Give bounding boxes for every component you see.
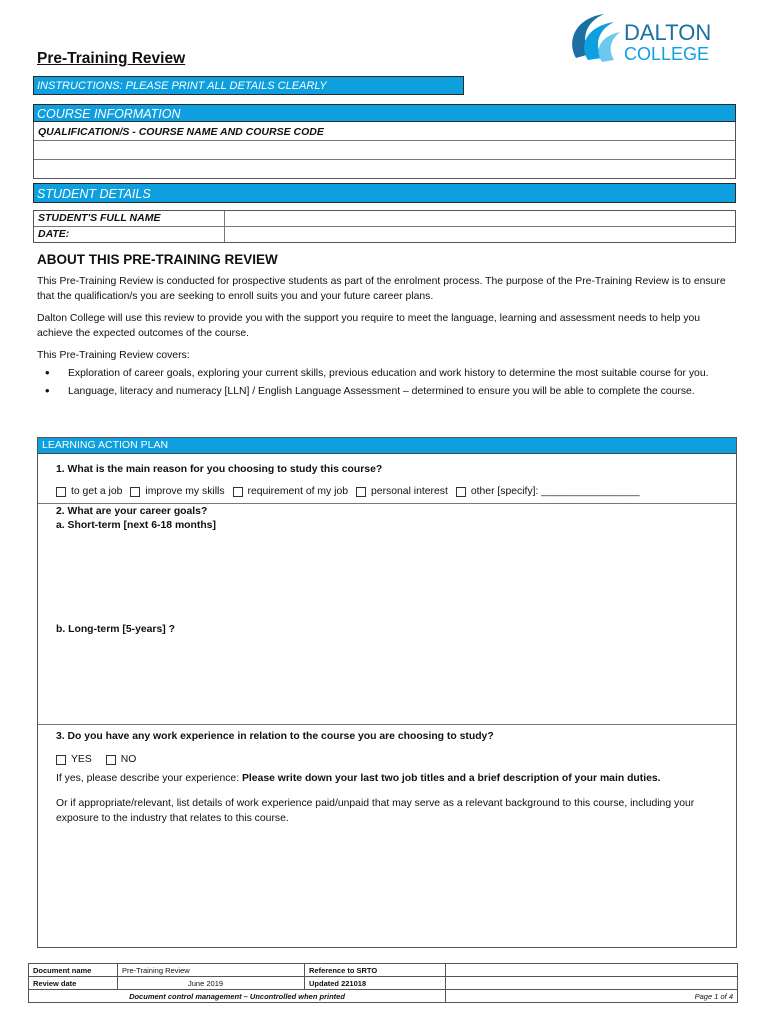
option-improve-skills[interactable]: improve my skills (130, 486, 224, 497)
document-control-note: Document control management – Uncontrolled when printed (29, 990, 446, 1003)
question-2b: b. Long-term [5-years] ? (56, 624, 175, 635)
short-term-answer-area[interactable] (56, 538, 716, 618)
option-get-job[interactable]: to get a job (56, 486, 122, 497)
student-name-field[interactable] (225, 211, 735, 226)
course-information-table (33, 122, 736, 179)
experience-answer-area[interactable] (56, 830, 716, 940)
option-other[interactable]: other [specify]: _________________ (456, 486, 640, 497)
qualification-label-row (34, 122, 735, 141)
date-row (34, 226, 735, 242)
checkbox-icon[interactable] (456, 487, 466, 497)
question-2a: a. Short-term [next 6-18 months] (56, 520, 216, 531)
question-1-options (56, 486, 648, 497)
reference-value (446, 964, 738, 977)
page-title: Pre-Training Review (37, 50, 186, 67)
long-term-answer-area[interactable] (56, 642, 716, 722)
question-2: 2. What are your career goals? (56, 506, 208, 517)
experience-instructions: If yes, please describe your experience: Please write down your last two job titles and a brief description of your main duties. (56, 773, 661, 784)
about-paragraph-2: Dalton College will use this review to provide you with the support you require to meet the language, learning and assessment needs to help you achieve the expected outcomes of the course. (37, 313, 701, 339)
relevant-experience-instructions: Or if appropriate/relevant, list details of work experience paid/unpaid that may serve as a relevant background to this course, including your exposure to the industry that relates to this course. (56, 798, 695, 824)
option-job-requirement[interactable]: requirement of my job (233, 486, 349, 497)
question-3-options (56, 754, 144, 765)
qualification-label: QUALIFICATION/S - COURSE NAME AND COURSE CODE (38, 126, 324, 138)
instructions-banner: INSTRUCTIONS: PLEASE PRINT ALL DETAILS CLEARLY (33, 76, 464, 95)
footer-table (28, 963, 738, 1003)
checkbox-icon[interactable] (56, 755, 66, 765)
review-date-label: Review date (29, 977, 118, 990)
page-number: Page 1 of 4 (446, 990, 738, 1003)
logo-line1: DALTON (624, 20, 712, 45)
review-date-value: June 2019 (118, 977, 305, 990)
option-yes[interactable]: YES (56, 754, 92, 765)
date-field[interactable] (225, 227, 735, 242)
student-details-heading: STUDENT DETAILS (33, 183, 736, 203)
option-personal-interest[interactable]: personal interest (356, 486, 448, 497)
question-1: 1. What is the main reason for you choosing to study this course? (56, 464, 383, 475)
question-3: 3. Do you have any work experience in relation to the course you are choosing to study? (56, 731, 494, 742)
covers-list (37, 366, 727, 402)
learning-action-plan-heading: LEARNING ACTION PLAN (38, 438, 736, 454)
divider (38, 724, 736, 725)
checkbox-icon[interactable] (106, 755, 116, 765)
qualification-input-row-2[interactable] (34, 160, 735, 178)
list-item: • Language, literacy and numeracy [LLN] / English Language Assessment – determined to ensure you will be able to complete the course. (37, 384, 727, 399)
list-item: • Exploration of career goals, exploring your current skills, previous education and work history to determine the most suitable course for you. (37, 366, 727, 381)
option-no[interactable]: NO (106, 754, 137, 765)
logo-swirl-icon (572, 14, 620, 62)
checkbox-icon[interactable] (233, 487, 243, 497)
document-footer (28, 963, 738, 1003)
doc-name-value: Pre-Training Review (118, 964, 305, 977)
date-label: DATE: (34, 227, 225, 242)
updated-value (446, 977, 738, 990)
covers-label: This Pre-Training Review covers: (37, 350, 190, 361)
checkbox-icon[interactable] (130, 487, 140, 497)
about-paragraph-1: This Pre-Training Review is conducted for prospective students as part of the enrolment process. The purpose of the Pre-Training Review is to ensure that the qualification/s you are seeking to enroll suits you and your future career plans. (37, 276, 726, 302)
updated-label: Updated 221018 (305, 977, 446, 990)
logo-line2: COLLEGE (624, 44, 710, 64)
doc-name-label: Document name (29, 964, 118, 977)
checkbox-icon[interactable] (356, 487, 366, 497)
student-name-label: STUDENT'S FULL NAME (34, 211, 225, 226)
dalton-college-logo (562, 10, 752, 70)
course-information-heading: COURSE INFORMATION (33, 104, 736, 122)
qualification-input-row-1[interactable] (34, 141, 735, 160)
divider (38, 503, 736, 504)
about-heading: ABOUT THIS PRE-TRAINING REVIEW (37, 252, 278, 267)
learning-action-plan (37, 437, 737, 948)
checkbox-icon[interactable] (56, 487, 66, 497)
student-details-table (33, 210, 736, 243)
student-name-row (34, 211, 735, 226)
reference-label: Reference to SRTO (305, 964, 446, 977)
